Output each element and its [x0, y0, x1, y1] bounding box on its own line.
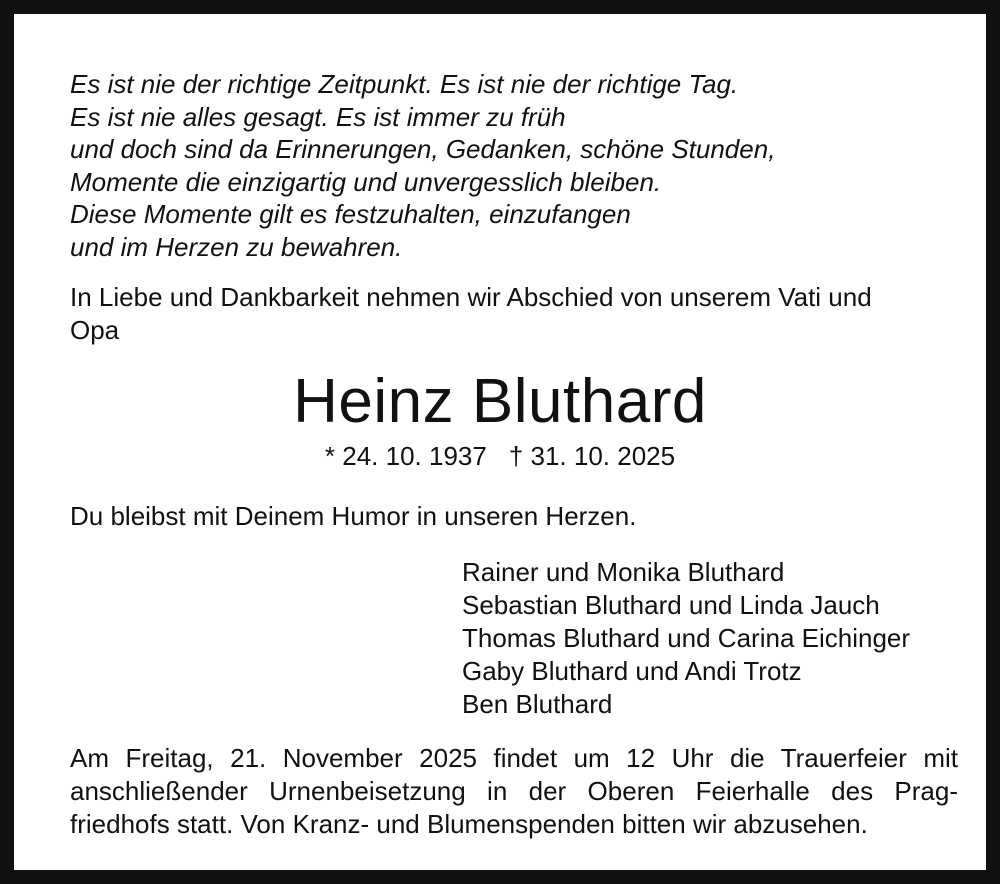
poem-line: Momente die einzigartig und unvergesslich bleiben.	[70, 166, 662, 197]
ceremony-notice	[70, 742, 958, 841]
deceased-name: Heinz Bluthard	[293, 367, 707, 436]
birth-date: * 24. 10. 1937	[324, 441, 487, 471]
intro-text: In Liebe und Dankbarkeit nehmen wir Abschied von unserem Vati und Opa	[70, 282, 872, 345]
farewell-line: Du bleibst mit Deinem Humor in unseren Herzen.	[70, 501, 637, 531]
ceremony-line: anschließender Urnenbeisetzung in der Oberen Feierhalle des Prag-	[70, 776, 958, 806]
poem-line: Es ist nie der richtige Zeitpunkt. Es ist nie der richtige Tag.	[70, 69, 739, 99]
family-member: Ben Bluthard	[462, 689, 613, 719]
family-member: Sebastian Bluthard und Linda Jauch	[462, 590, 880, 620]
family-member: Gaby Bluthard und Andi Trotz	[462, 656, 802, 686]
poem-line: Es ist nie alles gesagt. Es ist immer zu früh	[70, 101, 566, 132]
family-member: Thomas Bluthard und Carina Eichinger	[462, 623, 911, 653]
life-dates	[70, 439, 930, 473]
ceremony-line: Am Freitag, 21. November 2025 findet um 12 Uhr die Trauerfeier mit	[70, 743, 958, 773]
ceremony-line: friedhofs statt. Von Kranz- und Blumenspenden bitten wir abzusehen.	[70, 809, 868, 839]
poem	[70, 68, 775, 263]
obituary-content	[70, 14, 958, 870]
poem-line: und im Herzen zu bewahren.	[70, 231, 403, 262]
death-date: † 31. 10. 2025	[508, 441, 676, 471]
family-list	[462, 556, 910, 721]
family-member: Rainer und Monika Bluthard	[462, 557, 785, 587]
poem-line: Diese Momente gilt es festzuhalten, einzufangen	[70, 199, 631, 229]
poem-line: und doch sind da Erinnerungen, Gedanken, schöne Stunden,	[70, 134, 776, 164]
